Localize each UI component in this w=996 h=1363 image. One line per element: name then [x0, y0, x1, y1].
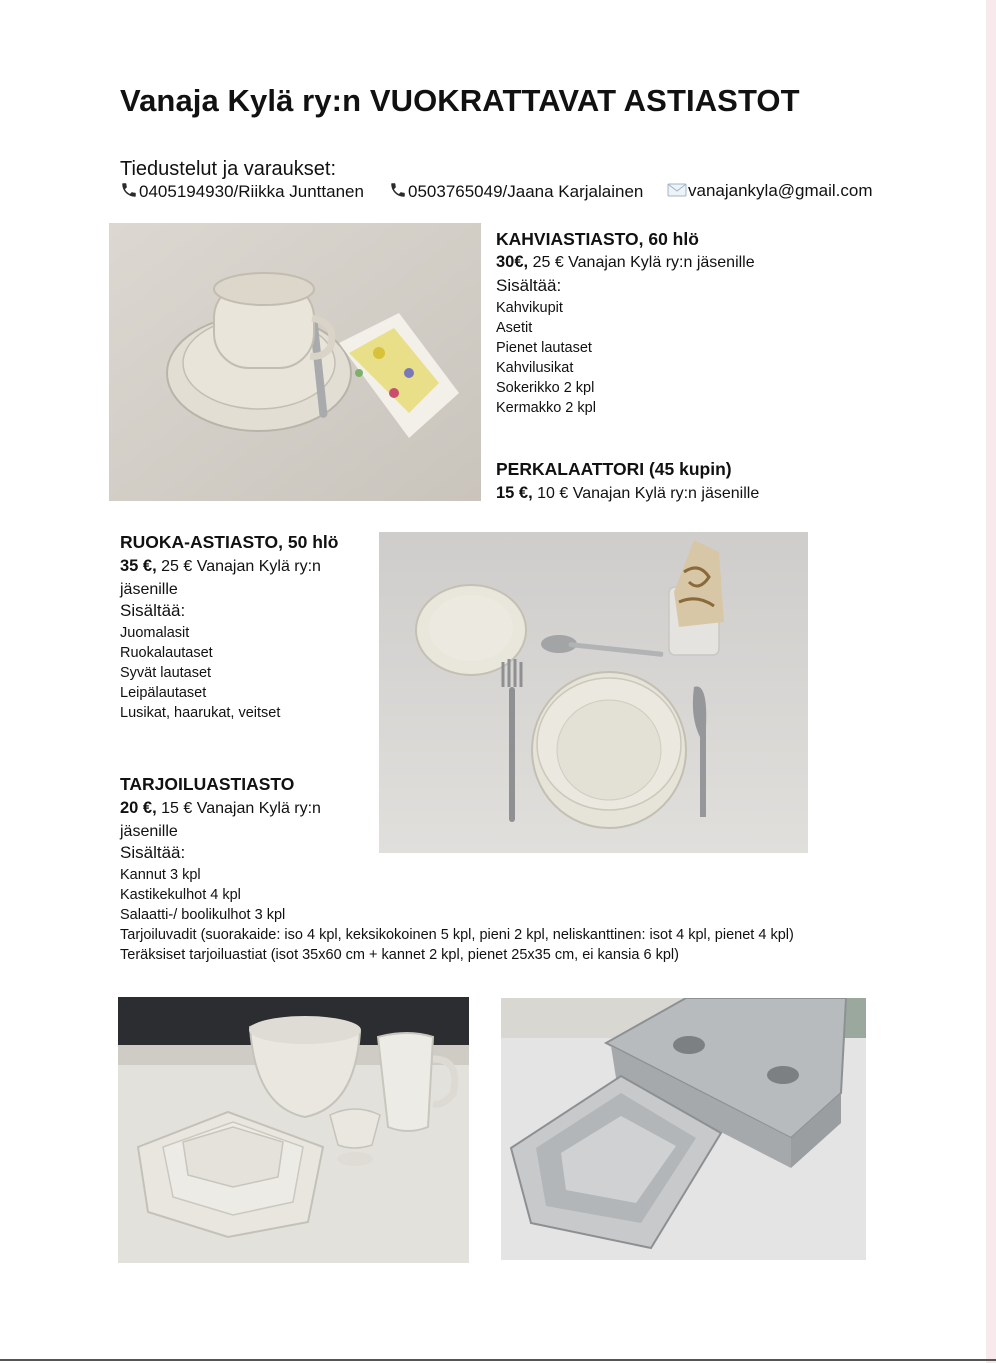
phone-1-text[interactable]: 0405194930/Riikka Junttanen [139, 182, 364, 201]
phone-2-text[interactable]: 0503765049/Jaana Karjalainen [408, 182, 644, 201]
perkalaattori-title: PERKALAATTORI (45 kupin) [496, 459, 732, 479]
envelope-icon [667, 182, 687, 203]
list-item: Kahvilusikat [496, 360, 574, 376]
page-bottom-rule [0, 1359, 996, 1361]
page-edge-strip [986, 0, 996, 1363]
list-item: Asetit [496, 320, 533, 336]
kahvi-price [496, 251, 755, 274]
list-item: Kahvikupit [496, 300, 563, 316]
email-text[interactable]: vanajankyla@gmail.com [688, 181, 873, 200]
list-item: Kastikekulhot 4 kpl [120, 887, 241, 903]
ruoka-price-member-2: jäsenille [120, 581, 178, 598]
ruoka-items [120, 623, 280, 723]
tarjoilu-contains: Sisältää: [120, 843, 186, 862]
contact-phone-2 [389, 181, 643, 204]
contact-heading: Tiedustelut ja varaukset: [120, 158, 337, 180]
tarjoilu-title: TARJOILUASTIASTO [120, 774, 295, 794]
kahvi-price-main: 30€, [496, 253, 529, 271]
ruoka-price-member-1: 25 € Vanajan Kylä ry:n [156, 558, 321, 575]
phone-icon [120, 181, 138, 204]
list-item: Pienet lautaset [496, 340, 592, 356]
list-item: Ruokalautaset [120, 645, 213, 661]
ruoka-price-main: 35 €, [120, 557, 157, 575]
page-title: Vanaja Kylä ry:n VUOKRATTAVAT ASTIASTOT [120, 83, 800, 118]
list-item: Juomalasit [120, 625, 190, 641]
kahvi-price-member: 25 € Vanajan Kylä ry:n jäsenille [528, 254, 755, 271]
serving-dishes-photo [118, 997, 469, 1263]
tarjoilu-price-member-1: 15 € Vanajan Kylä ry:n [156, 800, 321, 817]
list-item: Sokerikko 2 kpl [496, 380, 595, 396]
perkalaattori-price [496, 482, 759, 505]
list-item: Syvät lautaset [120, 665, 212, 681]
list-item: Tarjoiluvadit (suorakaide: iso 4 kpl, keksikokoinen 5 kpl, pieni 2 kpl, neliskanttinen: isot 4 kpl, pienet 4 kpl) [120, 927, 794, 943]
list-item: Leipälautaset [120, 685, 207, 701]
kahvi-title: KAHVIASTIASTO, 60 hlö [496, 229, 699, 249]
tarjoilu-price [120, 797, 370, 843]
ruoka-price [120, 555, 370, 601]
phone-icon [389, 181, 407, 204]
perkalaattori-price-member: 10 € Vanajan Kylä ry:n jäsenille [532, 485, 760, 502]
contact-email [667, 181, 873, 203]
kahvi-items [496, 298, 596, 418]
list-item: Salaatti-/ boolikulhot 3 kpl [120, 907, 286, 923]
steel-trays-photo [501, 998, 866, 1260]
list-item: Teräksiset tarjoiluastiat (isot 35x60 cm + kannet 2 kpl, pienet 25x35 cm, ei kansia 6 kpl) [120, 947, 679, 963]
list-item: Lusikat, haarukat, veitset [120, 705, 281, 721]
list-item: Kannut 3 kpl [120, 867, 201, 883]
perkalaattori-price-main: 15 €, [496, 484, 533, 502]
list-item: Kermakko 2 kpl [496, 400, 596, 416]
tarjoilu-items [120, 865, 794, 965]
ruoka-title: RUOKA-ASTIASTO, 50 hlö [120, 532, 339, 552]
tarjoilu-price-member-2: jäsenille [120, 823, 178, 840]
coffee-set-photo [109, 223, 481, 501]
tarjoilu-price-main: 20 €, [120, 799, 157, 817]
dinner-set-photo [379, 532, 808, 853]
kahvi-contains: Sisältää: [496, 276, 562, 295]
ruoka-contains: Sisältää: [120, 601, 186, 620]
contact-phone-1 [120, 181, 364, 204]
